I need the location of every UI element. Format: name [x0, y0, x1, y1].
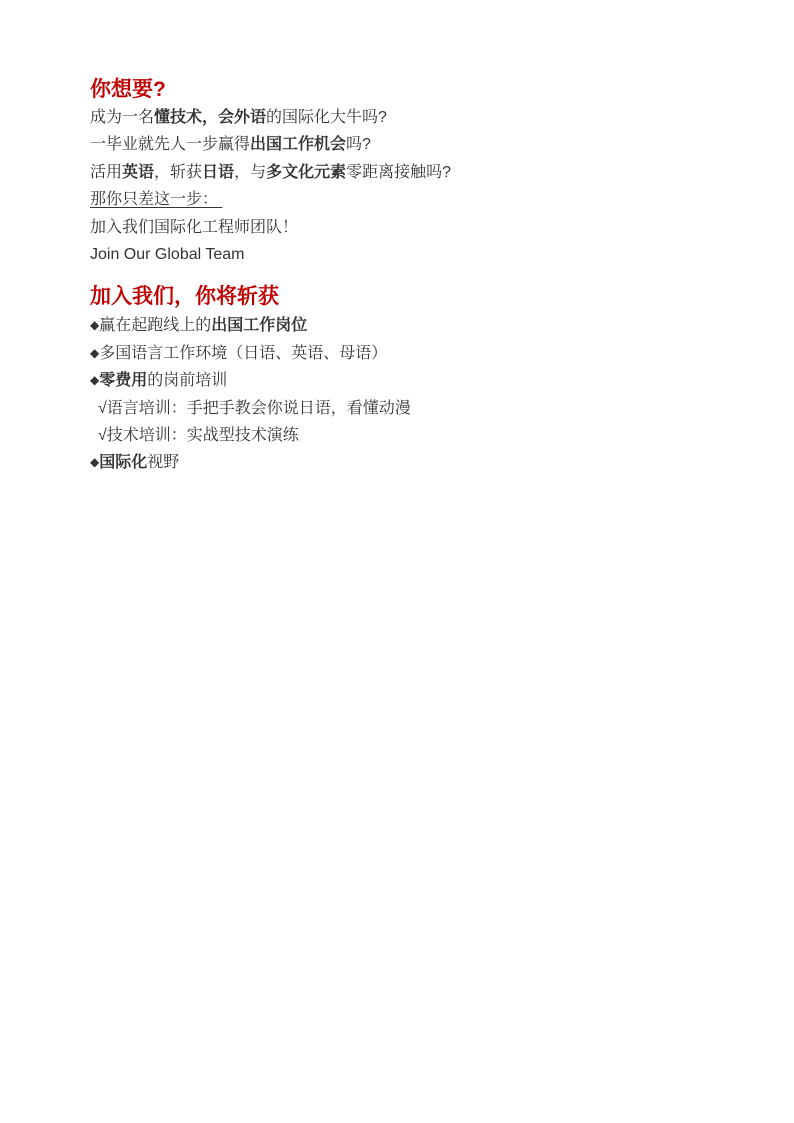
diamond-bullet-icon: ◆	[90, 318, 100, 333]
intro-line	[90, 131, 734, 158]
intro-lines	[90, 104, 734, 268]
intro-run-text: ，斩获	[154, 163, 203, 181]
intro-line	[90, 159, 734, 186]
document-content	[0, 0, 794, 477]
benefit-item	[90, 449, 734, 476]
benefit-run-text: 赢在起跑线上的	[99, 317, 212, 335]
training-item	[90, 422, 734, 449]
intro-run-bold: 多文化元素	[266, 163, 347, 181]
intro-run-text: 的国际化大牛吗?	[266, 109, 387, 126]
intro-run-text: 活用	[90, 163, 123, 181]
benefits-heading: 加入我们，你将斩获	[90, 285, 279, 309]
benefit-run-text: 的岗前培训	[147, 372, 228, 390]
intro-run-text: 成为一名	[90, 109, 155, 126]
check-icon: √	[98, 427, 107, 445]
intro-run-text: 一毕业就先人一步赢得	[90, 136, 251, 154]
diamond-bullet-icon: ◆	[90, 345, 100, 360]
diamond-bullet-icon: ◆	[90, 455, 100, 470]
benefit-item	[90, 340, 734, 367]
training-item	[90, 395, 734, 422]
benefit-run-bold: 零费用	[99, 372, 148, 390]
intro-line	[90, 241, 734, 268]
intro-heading: 你想要?	[90, 78, 166, 101]
intro-line	[90, 186, 734, 213]
benefit-item	[90, 367, 734, 394]
intro-line	[90, 104, 734, 131]
benefit-run-text: 技术培训：实战型技术演练	[106, 427, 299, 445]
intro-run-text: 吗?	[346, 136, 371, 154]
intro-run-bold: 英语	[122, 163, 155, 181]
diamond-bullet-icon: ◆	[90, 373, 100, 388]
benefit-run-bold: 出国工作岗位	[211, 317, 308, 335]
intro-run-text: Join Our Global Team	[90, 246, 245, 264]
intro-run-bold: 日语	[202, 163, 235, 181]
check-icon: √	[98, 399, 107, 417]
benefit-list	[90, 312, 734, 476]
intro-run-text: 加入我们国际化工程师团队！	[90, 218, 299, 236]
intro-run-text: ，与	[234, 163, 267, 181]
benefit-item	[90, 312, 734, 339]
benefit-run-text: 视野	[147, 454, 180, 472]
benefit-run-text: 语言培训：手把手教会你说日语，看懂动漫	[106, 399, 411, 417]
intro-run-underline: 那你只差这一步：	[90, 191, 223, 209]
intro-line	[90, 214, 734, 241]
benefit-run-bold: 国际化	[99, 454, 148, 472]
benefit-run-text: 多国语言工作环境（日语、英语、母语）	[99, 344, 388, 362]
intro-run-text: 零距离接触吗?	[346, 163, 451, 181]
intro-run-bold: 出国工作机会	[250, 136, 347, 154]
intro-run-bold: 懂技术，会外语	[154, 109, 267, 126]
